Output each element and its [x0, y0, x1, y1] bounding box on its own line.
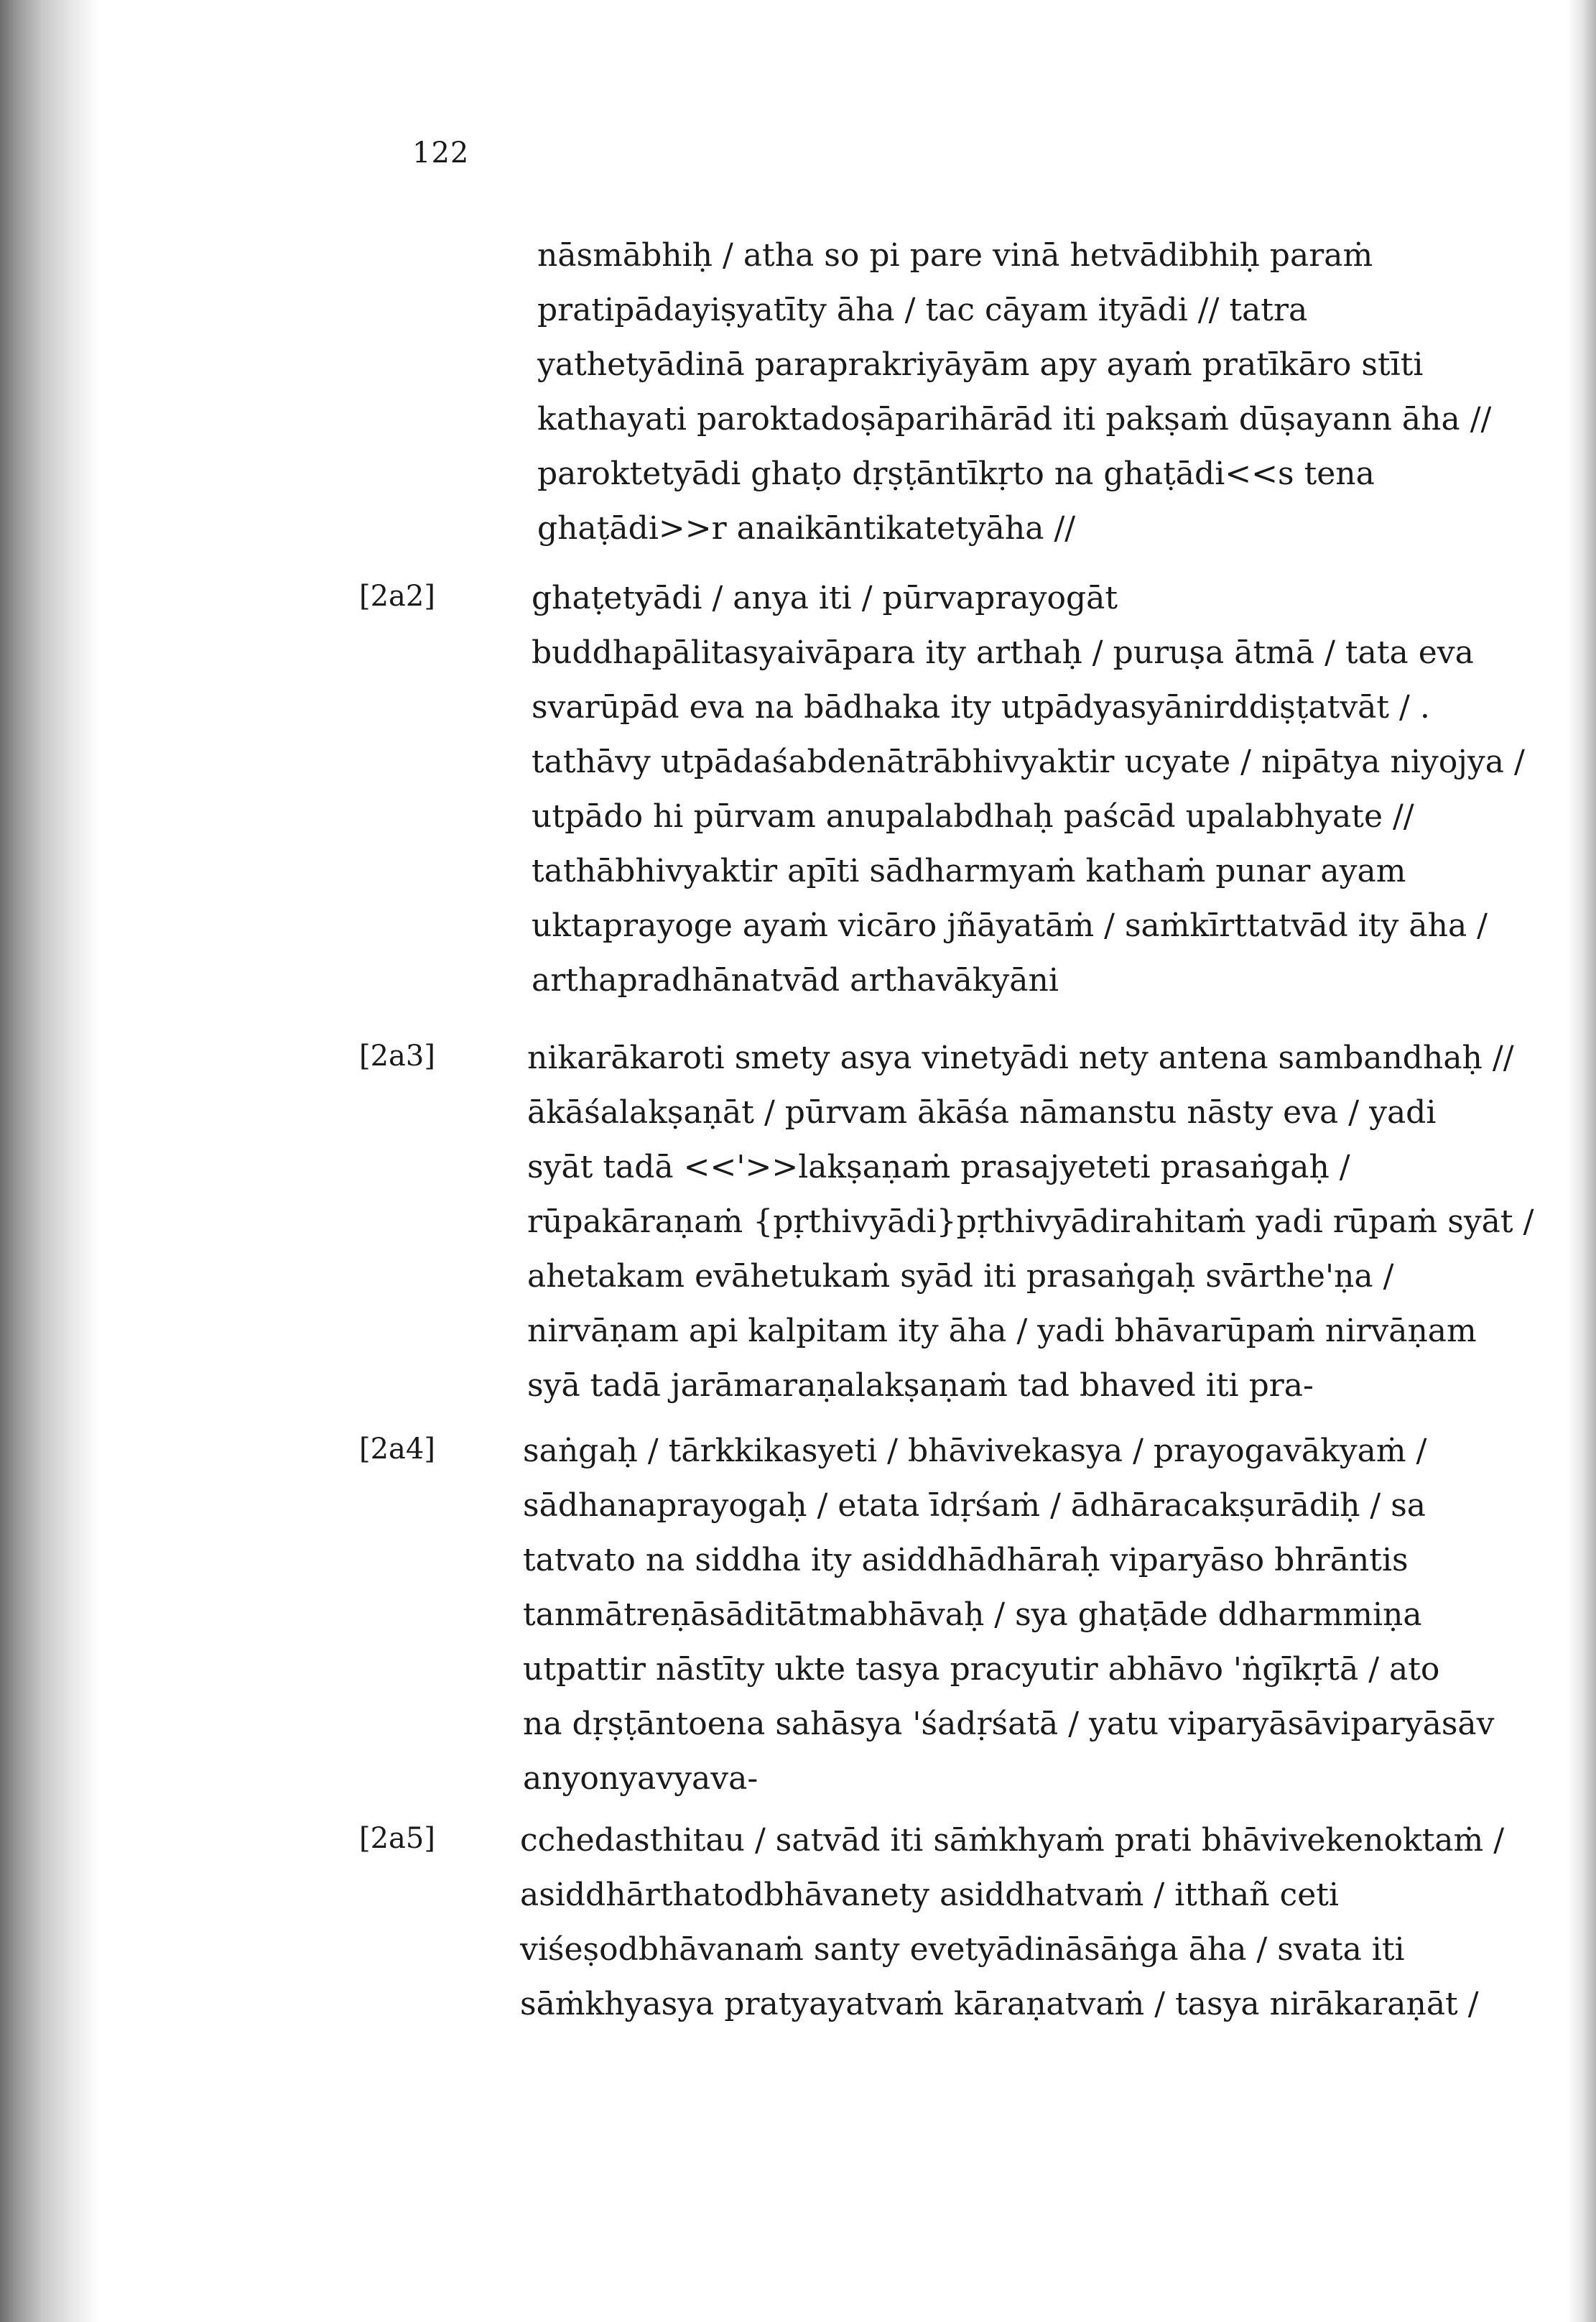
text-line: syāt tadā <<'>>lakṣaṇaṁ prasajyeteti prasaṅgaḥ /: [527, 1149, 1350, 1185]
text-line: utpattir nāstīty ukte tasya pracyutir abhāvo 'ṅgīkṛtā / ato: [523, 1651, 1440, 1688]
text-line: nikarākaroti smety asya vinetyādi nety antena sambandhaḥ //: [527, 1040, 1514, 1076]
text-line: sāṁkhyasya pratyayatvaṁ kāraṇatvaṁ / tasya nirākaraṇāt /: [520, 1986, 1479, 2022]
text-line: kathayati paroktadoṣāparihārād iti pakṣaṁ dūṣayann āha //: [537, 401, 1492, 438]
folio-marker: [2a4]: [359, 1433, 435, 1466]
text-line: nirvāṇam api kalpitam ity āha / yadi bhāvarūpaṁ nirvāṇam: [527, 1313, 1477, 1349]
text-line: rūpakāraṇaṁ {pṛthivyādi}pṛthivyādirahitaṁ yadi rūpaṁ syāt /: [527, 1203, 1534, 1240]
text-line: saṅgaḥ / tārkkikasyeti / bhāvivekasya / prayogavākyaṁ /: [523, 1433, 1427, 1469]
text-line: utpādo hi pūrvam anupalabdhaḥ paścād upalabhyate //: [532, 798, 1414, 835]
text-line: cchedasthitau / satvād iti sāṁkhyaṁ prati bhāvivekenoktaṁ /: [520, 1822, 1505, 1859]
text-line: tatvato na siddha ity asiddhādhāraḥ viparyāso bhrāntis: [523, 1542, 1409, 1578]
text-line: uktaprayoge ayaṁ vicāro jñāyatāṁ / saṁkīrttatvād ity āha /: [532, 907, 1488, 944]
text-line: yathetyādinā paraprakriyāyām apy ayaṁ pratīkāro stīti: [537, 346, 1424, 383]
block-lines: [523, 1424, 1495, 1806]
text-line: ghaṭetyādi / anya iti / pūrvaprayogāt: [532, 580, 1118, 616]
text-line: na dṛṣṭāntoena sahāsya 'śadṛśatā / yatu viparyāsāviparyāsāv: [523, 1706, 1495, 1742]
text-line: pratipādayiṣyatīty āha / tac cāyam ityādi // tatra: [537, 292, 1308, 328]
block-lines: [527, 1031, 1534, 1413]
folio-marker: [2a2]: [359, 580, 435, 613]
text-line: sādhanaprayogaḥ / etata īdṛśaṁ / ādhāracakṣurādiḥ / sa: [523, 1487, 1426, 1524]
text-line: tathābhivyaktir apīti sādharmyaṁ kathaṁ punar ayam: [532, 853, 1406, 889]
block-lines: [532, 571, 1525, 1008]
scan-edge-shadow: [1567, 0, 1596, 2322]
text-line: syā tadā jarāmaraṇalakṣaṇaṁ tad bhaved iti pra-: [527, 1367, 1314, 1404]
text-line: ahetakam evāhetukaṁ syād iti prasaṅgaḥ svārthe'ṇa /: [527, 1258, 1394, 1295]
text-line: ākāśalakṣaṇāt / pūrvam ākāśa nāmanstu nāsty eva / yadi: [527, 1094, 1437, 1131]
text-line: arthapradhānatvād arthavākyāni: [532, 962, 1059, 999]
folio-marker: [2a3]: [359, 1040, 435, 1073]
block-lines: [537, 228, 1491, 556]
block-lines: [520, 1813, 1504, 2032]
text-line: ghaṭādi>>r anaikāntikatetyāha //: [537, 510, 1076, 547]
text-line: svarūpād eva na bādhaka ity utpādyasyānirddiṣṭatvāt / .: [532, 689, 1430, 726]
text-line: anyonyavyava-: [523, 1760, 758, 1797]
text-line: nāsmābhiḥ / atha so pi pare vinā hetvādibhiḥ paraṁ: [537, 237, 1373, 274]
folio-marker: [2a5]: [359, 1822, 435, 1855]
text-line: buddhapālitasyaivāpara ity arthaḥ / puruṣa ātmā / tata eva: [532, 634, 1474, 671]
text-line: viśeṣodbhāvanaṁ santy evetyādināsāṅga āha / svata iti: [520, 1931, 1405, 1968]
text-line: asiddhārthatodbhāvanety asiddhatvaṁ / itthañ ceti: [520, 1877, 1339, 1913]
page-number: 122: [412, 137, 470, 170]
text-line: paroktetyādi ghaṭo dṛṣṭāntīkṛto na ghaṭādi<<s tena: [537, 455, 1375, 492]
text-line: tathāvy utpādaśabdenātrābhivyaktir ucyate / nipātya niyojya /: [532, 744, 1525, 780]
scan-binding-shadow: [0, 0, 101, 2322]
text-line: tanmātreṇāsāditātmabhāvaḥ / sya ghaṭāde ddharmmiṇa: [523, 1596, 1422, 1633]
